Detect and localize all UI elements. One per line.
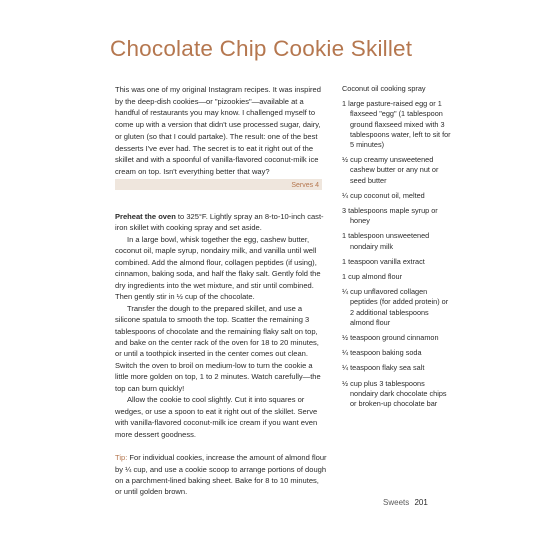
tip-text: For individual cookies, increase the amount of almond flour by ¼ cup, and use a cookie scoop to arrange portions of dough on a parchment-lined baking sheet. Bake for 8 to 10 minutes, or until golden brown.	[115, 453, 327, 497]
step-3: Transfer the dough to the prepared skillet, and use a silicone spatula to smooth the top. Scatter the remaining 3 tablespoons of chocolate and the remaining flaky salt on top, and bake on the center rack of the oven for 18 to 20 minutes, or until a toothpick inserted in the center comes out clean. Switch the oven to broil on medium-low to turn the cookie a little more golden on top, 1 to 2 minutes. Watch carefully—the top can burn quickly!	[115, 303, 321, 393]
tip-lead: Tip:	[115, 453, 128, 463]
ingredient-list	[342, 84, 452, 414]
serves-bar	[115, 179, 322, 190]
tip	[115, 452, 327, 498]
ingredient-item: 1 large pasture-raised egg or 1 flaxseed "egg" (1 tablespoon ground flaxseed mixed with 3 tablespoons water, left to sit for 5 minutes)	[342, 99, 451, 150]
ingredient-heading: Coconut oil cooking spray	[342, 84, 426, 93]
ingredient-item: 1 cup almond flour	[342, 272, 403, 282]
ingredient-item: 1 tablespoon unsweetened nondairy milk	[342, 231, 430, 251]
ingredient-item: 3 tablespoons maple syrup or honey	[342, 206, 438, 226]
step-1-text: to 325°F. Lightly spray an 8-to-10-inch cast-iron skillet with cooking spray and set aside.	[115, 212, 324, 233]
page-footer	[383, 498, 428, 507]
intro-box	[115, 84, 322, 190]
step-2: In a large bowl, whisk together the egg, cashew butter, coconut oil, maple syrup, nondairy milk, and vanilla until well combined. Add the almond flour, collagen peptides (if using), cinnamon, baking soda, and half the flaky salt. Gently fold the dry ingredients into the wet mixture, and stir until combined. Then gently stir in ½ cup of the chocolate.	[115, 234, 321, 302]
ingredient-item: 1 teaspoon vanilla extract	[342, 256, 425, 266]
method	[115, 211, 327, 498]
intro-text: This was one of my original Instagram recipes. It was inspired by the deep-dish cookies—or "pizookies"—available at a handful of restaurants you may know. I challenged myself to come up with a version that didn't use processed sugar, dairy, or gluten (so that I could partake). The result: one of the best desserts I've ever had. The secret is to eat it right out of the skillet and with a spoonful of vanilla-flavored coconut-milk ice cream on top. Isn't everything better that way?	[115, 85, 321, 176]
ingredient-item: ½ cup creamy unsweetened cashew butter or any nut or seed butter	[342, 155, 439, 185]
step-1	[115, 211, 327, 234]
ingredient-item: ¼ cup unflavored collagen peptides (for added protein) or 2 additional tablespoons almond flour	[342, 287, 449, 327]
ingredient-item: ¼ teaspoon baking soda	[342, 348, 422, 358]
ingredient-item: ½ teaspoon ground cinnamon	[342, 333, 439, 343]
recipe-title: Chocolate Chip Cookie Skillet	[110, 36, 413, 61]
ingredient-item: ¼ teaspoon flaky sea salt	[342, 363, 425, 373]
step-4: Allow the cookie to cool slightly. Cut it into squares or wedges, or use a spoon to eat it right out of the skillet. Serve with vanilla-flavored coconut-milk ice cream if you want even more dessert goodness.	[115, 395, 318, 439]
serves-label: Serves 4	[291, 181, 319, 189]
step-1-lead: Preheat the oven	[115, 212, 176, 221]
ingredient-item: ¼ cup coconut oil, melted	[342, 190, 425, 200]
page-number: 201	[414, 498, 428, 507]
ingredient-item: ½ cup plus 3 tablespoons nondairy dark chocolate chips or broken-up chocolate bar	[342, 378, 447, 409]
footer-section: Sweets	[383, 498, 410, 507]
